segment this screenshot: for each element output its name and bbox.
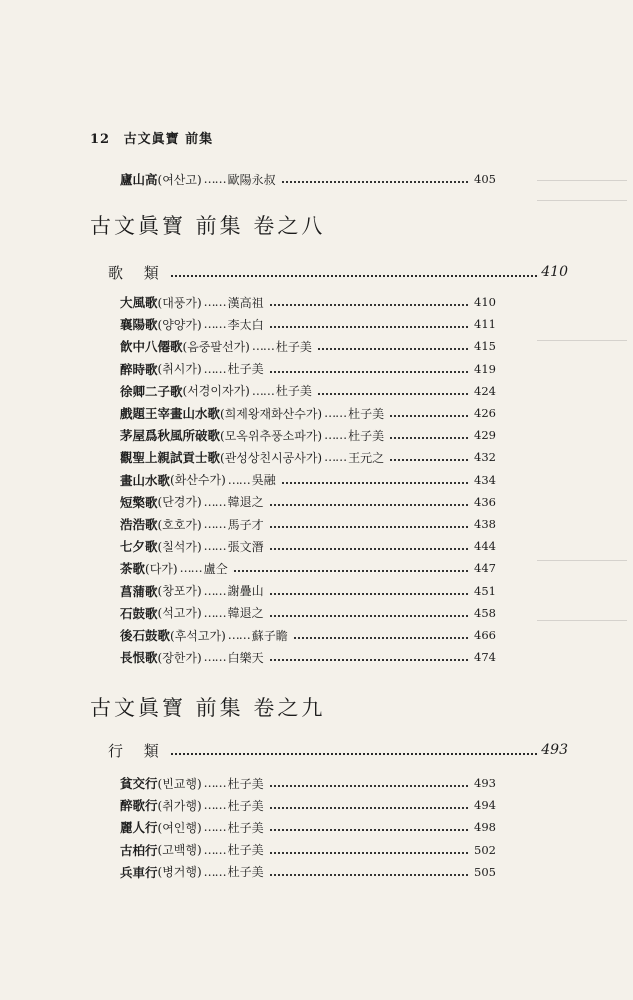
category-page: 410 xyxy=(541,264,568,280)
toc-entry[interactable] xyxy=(120,841,496,859)
bleed-through-mark xyxy=(537,200,627,201)
toc-entry-top[interactable] xyxy=(120,170,496,188)
leader-dots xyxy=(390,437,468,439)
entry-korean: (여인행) xyxy=(157,820,202,835)
entry-author: 盧仝 xyxy=(203,561,228,576)
toc-entry[interactable] xyxy=(120,648,496,666)
entry-separator: …… xyxy=(203,798,226,813)
running-header xyxy=(90,128,213,147)
entry-page: 505 xyxy=(474,864,496,879)
entry-author: 韓退之 xyxy=(227,495,264,510)
entry-title: 畫山水歌 xyxy=(120,472,171,488)
entry-page: 436 xyxy=(474,494,496,509)
entry-title: 兵車行 xyxy=(120,864,158,880)
leader-dots xyxy=(171,753,537,755)
toc-entry[interactable] xyxy=(120,537,496,555)
leader-dots xyxy=(294,637,468,639)
toc-entry[interactable] xyxy=(120,774,496,792)
leader-dots xyxy=(390,459,468,461)
entry-author: 杜子美 xyxy=(348,428,385,443)
volume-9-title: 古文眞寶 前集 卷之九 xyxy=(90,696,326,720)
entry-separator: …… xyxy=(203,317,226,332)
entry-title: 大風歌 xyxy=(120,295,158,310)
entry-author: 歐陽永叔 xyxy=(227,172,276,187)
entry-korean: (취시가) xyxy=(157,362,202,377)
entry-separator: …… xyxy=(203,776,226,790)
leader-dots xyxy=(318,348,468,350)
entry-title: 戲題王宰畫山水歌 xyxy=(120,406,221,421)
entry-separator: …… xyxy=(203,361,226,376)
bleed-through-mark xyxy=(537,620,627,621)
entry-korean: (창포가) xyxy=(157,584,202,599)
leader-dots xyxy=(270,807,468,809)
leader-dots xyxy=(171,275,537,277)
entry-separator: …… xyxy=(324,450,347,465)
entry-separator: …… xyxy=(203,842,226,857)
leader-dots xyxy=(270,371,468,373)
entry-author: 馬子才 xyxy=(227,517,264,532)
entry-title: 醉時歌 xyxy=(120,361,158,377)
entry-author: 張文潛 xyxy=(227,539,264,554)
entry-title: 古柏行 xyxy=(120,842,158,858)
category-ballads[interactable] xyxy=(108,740,568,760)
entry-author: 杜子美 xyxy=(227,865,264,880)
page-number: 12 xyxy=(90,132,111,147)
entry-korean: (모옥위추풍소파가) xyxy=(220,428,323,443)
entry-korean: (여산고) xyxy=(157,172,202,187)
entry-author: 王元之 xyxy=(348,450,385,465)
entry-page: 434 xyxy=(474,472,496,487)
entry-title: 徐卿二子歌 xyxy=(120,383,183,399)
entry-author: 杜子美 xyxy=(227,362,264,377)
entry-author: 李太白 xyxy=(227,317,264,332)
entry-author: 杜子美 xyxy=(348,406,385,421)
leader-dots xyxy=(270,615,468,617)
leader-dots xyxy=(270,526,468,528)
entry-author: 杜子美 xyxy=(227,843,264,858)
entry-page: 438 xyxy=(474,517,496,531)
entry-author: 杜子美 xyxy=(227,776,264,791)
toc-entry[interactable] xyxy=(120,863,496,881)
toc-entry[interactable] xyxy=(120,604,496,622)
leader-dots xyxy=(282,482,468,484)
entry-author: 蘇子瞻 xyxy=(251,628,288,643)
toc-entry[interactable] xyxy=(120,493,496,511)
entry-author: 韓退之 xyxy=(227,606,264,621)
leader-dots xyxy=(270,852,468,854)
entry-title: 廬山高 xyxy=(120,172,158,187)
toc-entry[interactable] xyxy=(120,315,496,333)
entry-title: 飮中八僊歌 xyxy=(120,339,183,355)
entry-separator: …… xyxy=(324,406,347,420)
entry-korean: (화산수가) xyxy=(170,473,226,488)
leader-dots xyxy=(270,548,468,550)
entry-page: 424 xyxy=(474,383,496,398)
entry-title: 醉歌行 xyxy=(120,798,158,814)
entry-page: 494 xyxy=(474,798,496,813)
entry-separator: …… xyxy=(203,172,226,186)
toc-entry[interactable] xyxy=(120,404,496,422)
entry-korean: (호호가) xyxy=(157,517,202,532)
entry-separator: …… xyxy=(227,628,250,642)
entry-separator: …… xyxy=(203,295,226,309)
toc-entry[interactable] xyxy=(120,448,496,466)
entry-title: 石鼓歌 xyxy=(120,605,158,621)
entry-author: 杜子美 xyxy=(275,384,312,399)
entry-korean: (장한가) xyxy=(157,650,202,665)
entry-korean: (단경가) xyxy=(157,495,202,510)
entry-page: 419 xyxy=(474,361,496,376)
entry-page: 411 xyxy=(474,317,496,332)
entry-title: 七夕歌 xyxy=(120,539,158,555)
entry-title: 襄陽歌 xyxy=(120,317,158,333)
entry-title: 茅屋爲秋風所破歌 xyxy=(120,428,221,444)
entry-korean: (다가) xyxy=(145,561,178,576)
entry-separator: …… xyxy=(203,605,226,620)
entry-korean: (석고가) xyxy=(157,606,202,621)
toc-entry[interactable] xyxy=(120,582,496,600)
entry-author: 漢高祖 xyxy=(227,295,264,310)
entry-separator: …… xyxy=(203,494,226,509)
entry-separator: …… xyxy=(324,428,347,443)
volume-8-title: 古文眞寶 前集 卷之八 xyxy=(90,214,326,238)
entry-page: 415 xyxy=(474,339,496,354)
toc-entry[interactable] xyxy=(120,426,496,444)
entry-korean: (고백행) xyxy=(157,843,202,858)
leader-dots xyxy=(270,304,468,306)
toc-entry[interactable] xyxy=(120,626,496,644)
entry-korean: (후석고가) xyxy=(170,628,226,643)
toc-entry[interactable] xyxy=(120,559,496,577)
category-page: 493 xyxy=(541,742,568,758)
entry-title: 長恨歌 xyxy=(120,650,158,666)
entry-separator: …… xyxy=(203,517,226,531)
toc-entry[interactable] xyxy=(120,796,496,814)
entry-title: 短檠歌 xyxy=(120,494,158,510)
bleed-through-mark xyxy=(537,180,627,181)
entry-korean: (관성상친시공사가) xyxy=(220,450,323,465)
entry-korean: (취가행) xyxy=(157,798,202,813)
leader-dots xyxy=(390,415,468,417)
entry-page: 498 xyxy=(474,820,496,835)
entry-separator: …… xyxy=(227,472,250,487)
entry-korean: (칠석가) xyxy=(157,539,202,554)
entry-page: 466 xyxy=(474,628,496,642)
entry-page: 447 xyxy=(474,561,496,576)
entry-korean: (서경이자가) xyxy=(182,384,250,399)
leader-dots xyxy=(270,326,468,328)
leader-dots xyxy=(270,593,468,595)
entry-title: 後石鼓歌 xyxy=(120,628,171,643)
entry-author: 杜子美 xyxy=(275,339,312,354)
entry-title: 浩浩歌 xyxy=(120,517,158,532)
entry-author: 吳融 xyxy=(251,473,276,488)
leader-dots xyxy=(270,785,468,787)
entry-separator: …… xyxy=(203,864,226,879)
entry-separator: …… xyxy=(251,383,274,398)
leader-dots xyxy=(270,504,468,506)
entry-author: 謝疊山 xyxy=(227,584,264,599)
entry-korean: (음중팔선가) xyxy=(182,339,250,354)
toc-entry[interactable] xyxy=(120,293,496,311)
entry-page: 458 xyxy=(474,605,496,620)
entry-author: 杜子美 xyxy=(227,820,264,835)
entry-korean: (대풍가) xyxy=(157,295,202,310)
entry-korean: (양양가) xyxy=(157,317,202,332)
book-title: 古文眞寶 前集 xyxy=(123,132,214,147)
category-label: 行 類 xyxy=(108,741,167,760)
entry-author: 白樂天 xyxy=(227,650,264,665)
leader-dots xyxy=(270,874,468,876)
entry-separator: …… xyxy=(251,339,274,354)
entry-page: 405 xyxy=(474,172,496,186)
entry-separator: …… xyxy=(179,561,202,576)
entry-korean: (빈교행) xyxy=(157,776,202,791)
leader-dots xyxy=(234,570,468,572)
bleed-through-mark xyxy=(537,340,627,341)
entry-author: 杜子美 xyxy=(227,798,264,813)
bleed-through-mark xyxy=(537,560,627,561)
entry-page: 429 xyxy=(474,428,496,443)
entry-title: 菖蒲歌 xyxy=(120,583,158,599)
entry-page: 451 xyxy=(474,583,496,598)
entry-page: 432 xyxy=(474,450,496,465)
category-label: 歌 類 xyxy=(108,263,167,282)
entry-korean: (희제왕재화산수가) xyxy=(220,406,323,421)
entry-page: 474 xyxy=(474,650,496,665)
entry-title: 茶歌 xyxy=(120,561,146,577)
entry-korean: (병거행) xyxy=(157,865,202,880)
entry-separator: …… xyxy=(203,820,226,835)
entry-page: 493 xyxy=(474,776,496,790)
leader-dots xyxy=(270,659,468,661)
toc-entry[interactable] xyxy=(120,337,496,355)
toc-entry[interactable] xyxy=(120,818,496,836)
leader-dots xyxy=(318,393,468,395)
entry-separator: …… xyxy=(203,650,226,665)
entry-separator: …… xyxy=(203,583,226,598)
entry-page: 444 xyxy=(474,539,496,554)
entry-page: 426 xyxy=(474,406,496,420)
entry-title: 觀聖上親試貢士歌 xyxy=(120,450,221,466)
entry-title: 貧交行 xyxy=(120,776,158,791)
entry-separator: …… xyxy=(203,539,226,554)
leader-dots xyxy=(270,829,468,831)
toc-entry[interactable] xyxy=(120,360,496,378)
toc-entry[interactable] xyxy=(120,471,496,489)
category-songs[interactable] xyxy=(108,262,568,282)
entry-page: 410 xyxy=(474,295,496,309)
leader-dots xyxy=(282,181,468,183)
toc-entry[interactable] xyxy=(120,382,496,400)
entry-title: 麗人行 xyxy=(120,820,158,836)
toc-entry[interactable] xyxy=(120,515,496,533)
entry-page: 502 xyxy=(474,842,496,857)
